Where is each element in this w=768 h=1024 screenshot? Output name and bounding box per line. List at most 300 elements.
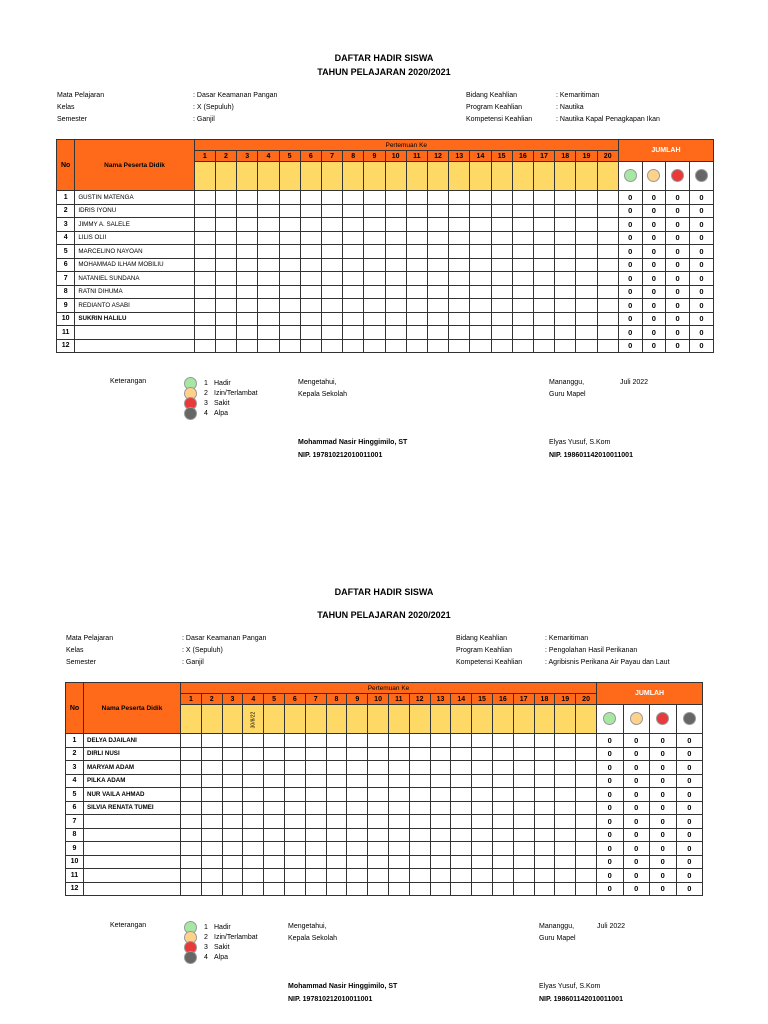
attendance-cell[interactable]: [222, 747, 243, 761]
attendance-cell[interactable]: [243, 788, 264, 802]
attendance-cell[interactable]: [243, 774, 264, 788]
attendance-cell[interactable]: [284, 882, 305, 896]
meeting-date-cell[interactable]: [451, 705, 472, 734]
attendance-cell[interactable]: [430, 774, 451, 788]
attendance-cell[interactable]: [451, 882, 472, 896]
attendance-cell[interactable]: [305, 747, 326, 761]
attendance-cell[interactable]: [555, 774, 576, 788]
attendance-cell[interactable]: [347, 828, 368, 842]
status-dot-icon: [630, 712, 643, 725]
attendance-cell[interactable]: [451, 855, 472, 869]
attendance-cell[interactable]: [388, 855, 409, 869]
attendance-cell[interactable]: [451, 734, 472, 748]
attendance-cell[interactable]: [492, 747, 513, 761]
attendance-cell[interactable]: [222, 882, 243, 896]
jumlah-count: 0: [642, 339, 666, 353]
attendance-cell[interactable]: [451, 774, 472, 788]
attendance-cell[interactable]: [555, 788, 576, 802]
jumlah-count: 0: [650, 855, 677, 869]
attendance-cell[interactable]: [472, 801, 493, 815]
attendance-cell[interactable]: [181, 788, 202, 802]
attendance-cell[interactable]: [284, 747, 305, 761]
meeting-date-cell[interactable]: [513, 705, 534, 734]
attendance-cell[interactable]: [492, 828, 513, 842]
attendance-cell[interactable]: [513, 734, 534, 748]
attendance-cell[interactable]: [409, 855, 430, 869]
attendance-cell[interactable]: [513, 828, 534, 842]
attendance-cell[interactable]: [284, 869, 305, 883]
attendance-cell[interactable]: [222, 734, 243, 748]
meeting-date-cell[interactable]: [472, 705, 493, 734]
attendance-cell[interactable]: [264, 761, 285, 775]
attendance-cell[interactable]: [181, 747, 202, 761]
attendance-cell[interactable]: [181, 842, 202, 856]
meeting-date-cell[interactable]: [368, 705, 389, 734]
attendance-cell[interactable]: [305, 842, 326, 856]
attendance-cell[interactable]: [305, 788, 326, 802]
meeting-number: 9: [364, 151, 385, 162]
attendance-cell[interactable]: [409, 774, 430, 788]
attendance-cell[interactable]: [388, 788, 409, 802]
attendance-cell[interactable]: [492, 842, 513, 856]
attendance-cell[interactable]: [305, 761, 326, 775]
attendance-cell[interactable]: [430, 869, 451, 883]
attendance-cell[interactable]: [472, 855, 493, 869]
attendance-cell[interactable]: [534, 882, 555, 896]
attendance-cell[interactable]: [430, 882, 451, 896]
attendance-cell[interactable]: [326, 801, 347, 815]
attendance-cell[interactable]: [326, 869, 347, 883]
meeting-date-cell[interactable]: [430, 705, 451, 734]
attendance-cell[interactable]: [284, 828, 305, 842]
jumlah-count: 0: [650, 828, 677, 842]
attendance-cell[interactable]: [201, 855, 222, 869]
attendance-cell[interactable]: [201, 828, 222, 842]
attendance-cell[interactable]: [576, 774, 597, 788]
attendance-cell[interactable]: [243, 842, 264, 856]
attendance-cell[interactable]: [451, 801, 472, 815]
attendance-cell[interactable]: [347, 882, 368, 896]
row-number: 4: [57, 231, 75, 245]
jumlah-count: 0: [650, 761, 677, 775]
meeting-date-cell[interactable]: [492, 705, 513, 734]
jumlah-count: 0: [666, 218, 690, 232]
attendance-cell[interactable]: [222, 842, 243, 856]
attendance-cell[interactable]: [264, 855, 285, 869]
attendance-cell[interactable]: [305, 828, 326, 842]
attendance-cell[interactable]: [243, 761, 264, 775]
attendance-cell[interactable]: [181, 815, 202, 829]
attendance-cell[interactable]: [368, 815, 389, 829]
attendance-cell[interactable]: [201, 882, 222, 896]
attendance-cell[interactable]: [388, 747, 409, 761]
attendance-cell[interactable]: [388, 761, 409, 775]
attendance-cell[interactable]: [451, 747, 472, 761]
attendance-cell[interactable]: [430, 761, 451, 775]
attendance-cell[interactable]: [284, 815, 305, 829]
attendance-cell[interactable]: [576, 828, 597, 842]
attendance-cell[interactable]: [368, 774, 389, 788]
attendance-cell[interactable]: [201, 842, 222, 856]
attendance-cell[interactable]: [409, 761, 430, 775]
attendance-cell[interactable]: [181, 734, 202, 748]
attendance-cell[interactable]: [222, 761, 243, 775]
attendance-cell[interactable]: [534, 855, 555, 869]
attendance-cell[interactable]: [243, 855, 264, 869]
attendance-cell[interactable]: [513, 869, 534, 883]
attendance-cell[interactable]: [555, 734, 576, 748]
attendance-cell[interactable]: [388, 828, 409, 842]
attendance-cell[interactable]: [284, 761, 305, 775]
attendance-cell[interactable]: [472, 774, 493, 788]
attendance-cell[interactable]: [409, 842, 430, 856]
meeting-number: 15: [491, 151, 512, 162]
legend-wrap: [110, 922, 258, 962]
attendance-cell[interactable]: [409, 882, 430, 896]
attendance-cell[interactable]: [430, 828, 451, 842]
attendance-cell[interactable]: [243, 734, 264, 748]
jumlah-count: 0: [642, 326, 666, 340]
attendance-cell[interactable]: [555, 801, 576, 815]
attendance-cell[interactable]: [347, 734, 368, 748]
jumlah-count: 0: [618, 339, 642, 353]
attendance-cell[interactable]: [326, 855, 347, 869]
attendance-cell[interactable]: [534, 828, 555, 842]
attendance-cell[interactable]: [284, 842, 305, 856]
attendance-cell[interactable]: [472, 882, 493, 896]
meeting-date-note: 30/8/22: [250, 711, 257, 728]
name-header: Nama Peserta Didik: [75, 140, 194, 191]
attendance-cell[interactable]: [451, 761, 472, 775]
attendance-cell[interactable]: [555, 815, 576, 829]
attendance-cell[interactable]: [576, 761, 597, 775]
attendance-cell[interactable]: [513, 761, 534, 775]
attendance-cell[interactable]: [513, 747, 534, 761]
attendance-cell[interactable]: [326, 774, 347, 788]
attendance-cell[interactable]: [451, 842, 472, 856]
attendance-cell[interactable]: [409, 734, 430, 748]
attendance-cell[interactable]: [430, 788, 451, 802]
attendance-cell[interactable]: [201, 869, 222, 883]
attendance-cell[interactable]: [243, 882, 264, 896]
attendance-cell[interactable]: [368, 734, 389, 748]
attendance-cell[interactable]: [222, 828, 243, 842]
attendance-cell[interactable]: [222, 788, 243, 802]
attendance-cell[interactable]: [555, 842, 576, 856]
attendance-cell[interactable]: [305, 774, 326, 788]
meeting-date-cell[interactable]: [284, 705, 305, 734]
attendance-cell[interactable]: [181, 882, 202, 896]
jumlah-count: 0: [642, 218, 666, 232]
attendance-cell[interactable]: [472, 869, 493, 883]
attendance-cell[interactable]: [181, 869, 202, 883]
attendance-cell[interactable]: [181, 855, 202, 869]
meeting-number: 14: [470, 151, 491, 162]
attendance-cell[interactable]: [326, 815, 347, 829]
legend-text: Hadir: [214, 379, 231, 387]
attendance-cell[interactable]: [534, 788, 555, 802]
attendance-cell[interactable]: [201, 761, 222, 775]
attendance-cell[interactable]: [368, 761, 389, 775]
attendance-cell[interactable]: [492, 855, 513, 869]
attendance-cell[interactable]: [576, 815, 597, 829]
attendance-cell[interactable]: [492, 788, 513, 802]
attendance-cell[interactable]: [576, 747, 597, 761]
jumlah-status-cell: [676, 705, 703, 734]
attendance-cell[interactable]: [555, 869, 576, 883]
attendance-cell[interactable]: [576, 855, 597, 869]
attendance-cell[interactable]: [576, 882, 597, 896]
attendance-cell[interactable]: [368, 842, 389, 856]
meeting-date-cell[interactable]: [347, 705, 368, 734]
meeting-number: 11: [388, 694, 409, 705]
meeting-date-cell[interactable]: [555, 705, 576, 734]
attendance-cell[interactable]: [305, 882, 326, 896]
attendance-cell[interactable]: [492, 734, 513, 748]
attendance-cell[interactable]: [181, 828, 202, 842]
attendance-cell[interactable]: [388, 774, 409, 788]
attendance-cell[interactable]: [305, 815, 326, 829]
attendance-cell[interactable]: [264, 882, 285, 896]
attendance-cell[interactable]: [243, 801, 264, 815]
attendance-cell[interactable]: [451, 788, 472, 802]
attendance-cell[interactable]: [181, 774, 202, 788]
jumlah-count: 0: [623, 761, 650, 775]
attendance-cell[interactable]: [243, 869, 264, 883]
attendance-cell[interactable]: [305, 734, 326, 748]
attendance-cell[interactable]: [513, 882, 534, 896]
attendance-cell[interactable]: [222, 801, 243, 815]
attendance-cell[interactable]: [409, 869, 430, 883]
attendance-cell[interactable]: [492, 882, 513, 896]
student-name: LILIS OLII: [75, 231, 194, 245]
attendance-cell[interactable]: [430, 855, 451, 869]
attendance-cell[interactable]: [264, 788, 285, 802]
attendance-cell[interactable]: [284, 801, 305, 815]
attendance-cell[interactable]: [492, 774, 513, 788]
attendance-cell[interactable]: [305, 869, 326, 883]
attendance-cell[interactable]: [513, 801, 534, 815]
student-name: [84, 855, 181, 869]
attendance-cell[interactable]: [347, 761, 368, 775]
guru-title: Guru Mapel: [549, 391, 586, 398]
attendance-cell[interactable]: [472, 788, 493, 802]
meeting-date-cell[interactable]: [576, 705, 597, 734]
attendance-cell[interactable]: [451, 815, 472, 829]
attendance-cell[interactable]: [534, 747, 555, 761]
meeting-date-cell[interactable]: [388, 705, 409, 734]
attendance-cell[interactable]: [472, 747, 493, 761]
attendance-cell[interactable]: [201, 747, 222, 761]
meeting-date-cell[interactable]: [181, 705, 202, 734]
sheet-title: DAFTAR HADIR SISWA: [334, 587, 434, 597]
meeting-date-cell[interactable]: [201, 705, 222, 734]
attendance-cell[interactable]: [430, 734, 451, 748]
attendance-cell[interactable]: [534, 815, 555, 829]
attendance-cell[interactable]: [326, 828, 347, 842]
attendance-cell[interactable]: [264, 828, 285, 842]
attendance-cell[interactable]: [534, 761, 555, 775]
jumlah-count: 0: [623, 882, 650, 896]
attendance-cell[interactable]: [326, 788, 347, 802]
attendance-cell[interactable]: [430, 747, 451, 761]
attendance-cell[interactable]: [264, 869, 285, 883]
attendance-cell[interactable]: [181, 801, 202, 815]
attendance-cell[interactable]: [326, 734, 347, 748]
attendance-cell[interactable]: [264, 734, 285, 748]
attendance-cell[interactable]: [347, 747, 368, 761]
attendance-cell[interactable]: [243, 747, 264, 761]
attendance-cell[interactable]: [181, 761, 202, 775]
attendance-cell[interactable]: [264, 815, 285, 829]
attendance-cell[interactable]: [368, 747, 389, 761]
attendance-cell[interactable]: [409, 828, 430, 842]
row-number: 6: [66, 801, 84, 815]
attendance-cell[interactable]: [368, 788, 389, 802]
student-name: NATANIEL SUNDANA: [75, 272, 194, 286]
attendance-cell[interactable]: [451, 828, 472, 842]
meeting-date-cell[interactable]: [409, 705, 430, 734]
attendance-cell[interactable]: [284, 774, 305, 788]
attendance-cell[interactable]: [513, 788, 534, 802]
attendance-cell[interactable]: [576, 869, 597, 883]
jumlah-count: 0: [689, 312, 713, 326]
attendance-cell[interactable]: [409, 815, 430, 829]
attendance-cell[interactable]: [555, 828, 576, 842]
attendance-cell[interactable]: [326, 882, 347, 896]
attendance-cell[interactable]: [201, 774, 222, 788]
attendance-cell[interactable]: [264, 774, 285, 788]
attendance-cell[interactable]: [326, 842, 347, 856]
attendance-cell[interactable]: [347, 788, 368, 802]
legend-items: [184, 922, 258, 962]
attendance-cell[interactable]: [388, 869, 409, 883]
attendance-cell[interactable]: [284, 788, 305, 802]
meeting-date-cell[interactable]: [264, 705, 285, 734]
attendance-cell[interactable]: [409, 788, 430, 802]
attendance-cell[interactable]: [430, 842, 451, 856]
attendance-cell[interactable]: [305, 801, 326, 815]
attendance-cell[interactable]: [305, 855, 326, 869]
student-name: REDIANTO ASABI: [75, 299, 194, 313]
jumlah-count: 0: [650, 801, 677, 815]
row-number: 1: [57, 191, 75, 205]
attendance-cell[interactable]: [222, 815, 243, 829]
attendance-cell[interactable]: [388, 734, 409, 748]
kepala-name: Mohammad Nasir Hinggimilo, ST: [288, 983, 398, 990]
attendance-cell[interactable]: [368, 882, 389, 896]
attendance-cell[interactable]: [326, 747, 347, 761]
attendance-cell[interactable]: [347, 815, 368, 829]
attendance-cell[interactable]: [472, 815, 493, 829]
attendance-cell[interactable]: [534, 842, 555, 856]
attendance-cell[interactable]: [409, 801, 430, 815]
attendance-cell[interactable]: [388, 882, 409, 896]
attendance-cell[interactable]: [534, 774, 555, 788]
jumlah-count: 0: [597, 815, 624, 829]
kepala-name: Mohammad Nasir Hinggimilo, ST: [298, 439, 408, 446]
attendance-cell[interactable]: [513, 815, 534, 829]
attendance-cell[interactable]: [284, 734, 305, 748]
attendance-cell[interactable]: [472, 734, 493, 748]
attendance-cell[interactable]: [492, 801, 513, 815]
meeting-date-cell[interactable]: [326, 705, 347, 734]
attendance-cell[interactable]: [472, 828, 493, 842]
attendance-cell[interactable]: [409, 747, 430, 761]
attendance-cell[interactable]: [534, 734, 555, 748]
attendance-cell[interactable]: [492, 869, 513, 883]
attendance-cell[interactable]: [368, 855, 389, 869]
attendance-cell[interactable]: [430, 801, 451, 815]
attendance-cell[interactable]: [576, 842, 597, 856]
attendance-cell[interactable]: [534, 869, 555, 883]
meeting-date-cell[interactable]: [222, 705, 243, 734]
attendance-cell[interactable]: [534, 801, 555, 815]
attendance-cell[interactable]: [201, 734, 222, 748]
table-row: [66, 774, 703, 788]
meeting-number: 14: [451, 694, 472, 705]
attendance-cell[interactable]: [576, 801, 597, 815]
attendance-cell[interactable]: [264, 747, 285, 761]
attendance-cell[interactable]: [472, 761, 493, 775]
student-name: DIRLI NUSI: [84, 747, 181, 761]
attendance-cell[interactable]: [388, 842, 409, 856]
attendance-cell[interactable]: [451, 869, 472, 883]
attendance-cell[interactable]: [201, 815, 222, 829]
attendance-cell[interactable]: [243, 815, 264, 829]
attendance-cell[interactable]: [222, 855, 243, 869]
attendance-cell[interactable]: [430, 815, 451, 829]
attendance-cell[interactable]: [284, 855, 305, 869]
attendance-cell[interactable]: [201, 788, 222, 802]
attendance-cell[interactable]: [347, 842, 368, 856]
attendance-cell[interactable]: [513, 842, 534, 856]
attendance-cell[interactable]: [368, 869, 389, 883]
attendance-cell[interactable]: [326, 761, 347, 775]
attendance-cell[interactable]: [222, 774, 243, 788]
attendance-cell[interactable]: [513, 855, 534, 869]
attendance-cell[interactable]: [472, 842, 493, 856]
meeting-date-cell[interactable]: [305, 705, 326, 734]
attendance-cell[interactable]: [201, 801, 222, 815]
attendance-cell[interactable]: [555, 761, 576, 775]
attendance-cell[interactable]: [368, 801, 389, 815]
attendance-cell[interactable]: [555, 882, 576, 896]
attendance-cell[interactable]: [264, 842, 285, 856]
info-value-mapel: : Dasar Keamanan Pangan: [193, 92, 278, 99]
meeting-date-cell[interactable]: [534, 705, 555, 734]
attendance-cell[interactable]: [388, 801, 409, 815]
attendance-cell[interactable]: [555, 855, 576, 869]
attendance-cell[interactable]: [576, 734, 597, 748]
attendance-cell[interactable]: [492, 761, 513, 775]
attendance-cell[interactable]: [264, 801, 285, 815]
meeting-date-cell[interactable]: [243, 705, 264, 734]
attendance-cell[interactable]: [222, 869, 243, 883]
attendance-cell[interactable]: [576, 788, 597, 802]
attendance-cell[interactable]: [388, 815, 409, 829]
attendance-cell[interactable]: [555, 747, 576, 761]
attendance-cell[interactable]: [347, 869, 368, 883]
no-header: No: [57, 140, 75, 191]
attendance-cell[interactable]: [243, 828, 264, 842]
attendance-cell[interactable]: [347, 855, 368, 869]
attendance-cell[interactable]: [492, 815, 513, 829]
attendance-cell[interactable]: [347, 801, 368, 815]
attendance-cell[interactable]: [347, 774, 368, 788]
attendance-cell[interactable]: [368, 828, 389, 842]
attendance-cell[interactable]: [513, 774, 534, 788]
